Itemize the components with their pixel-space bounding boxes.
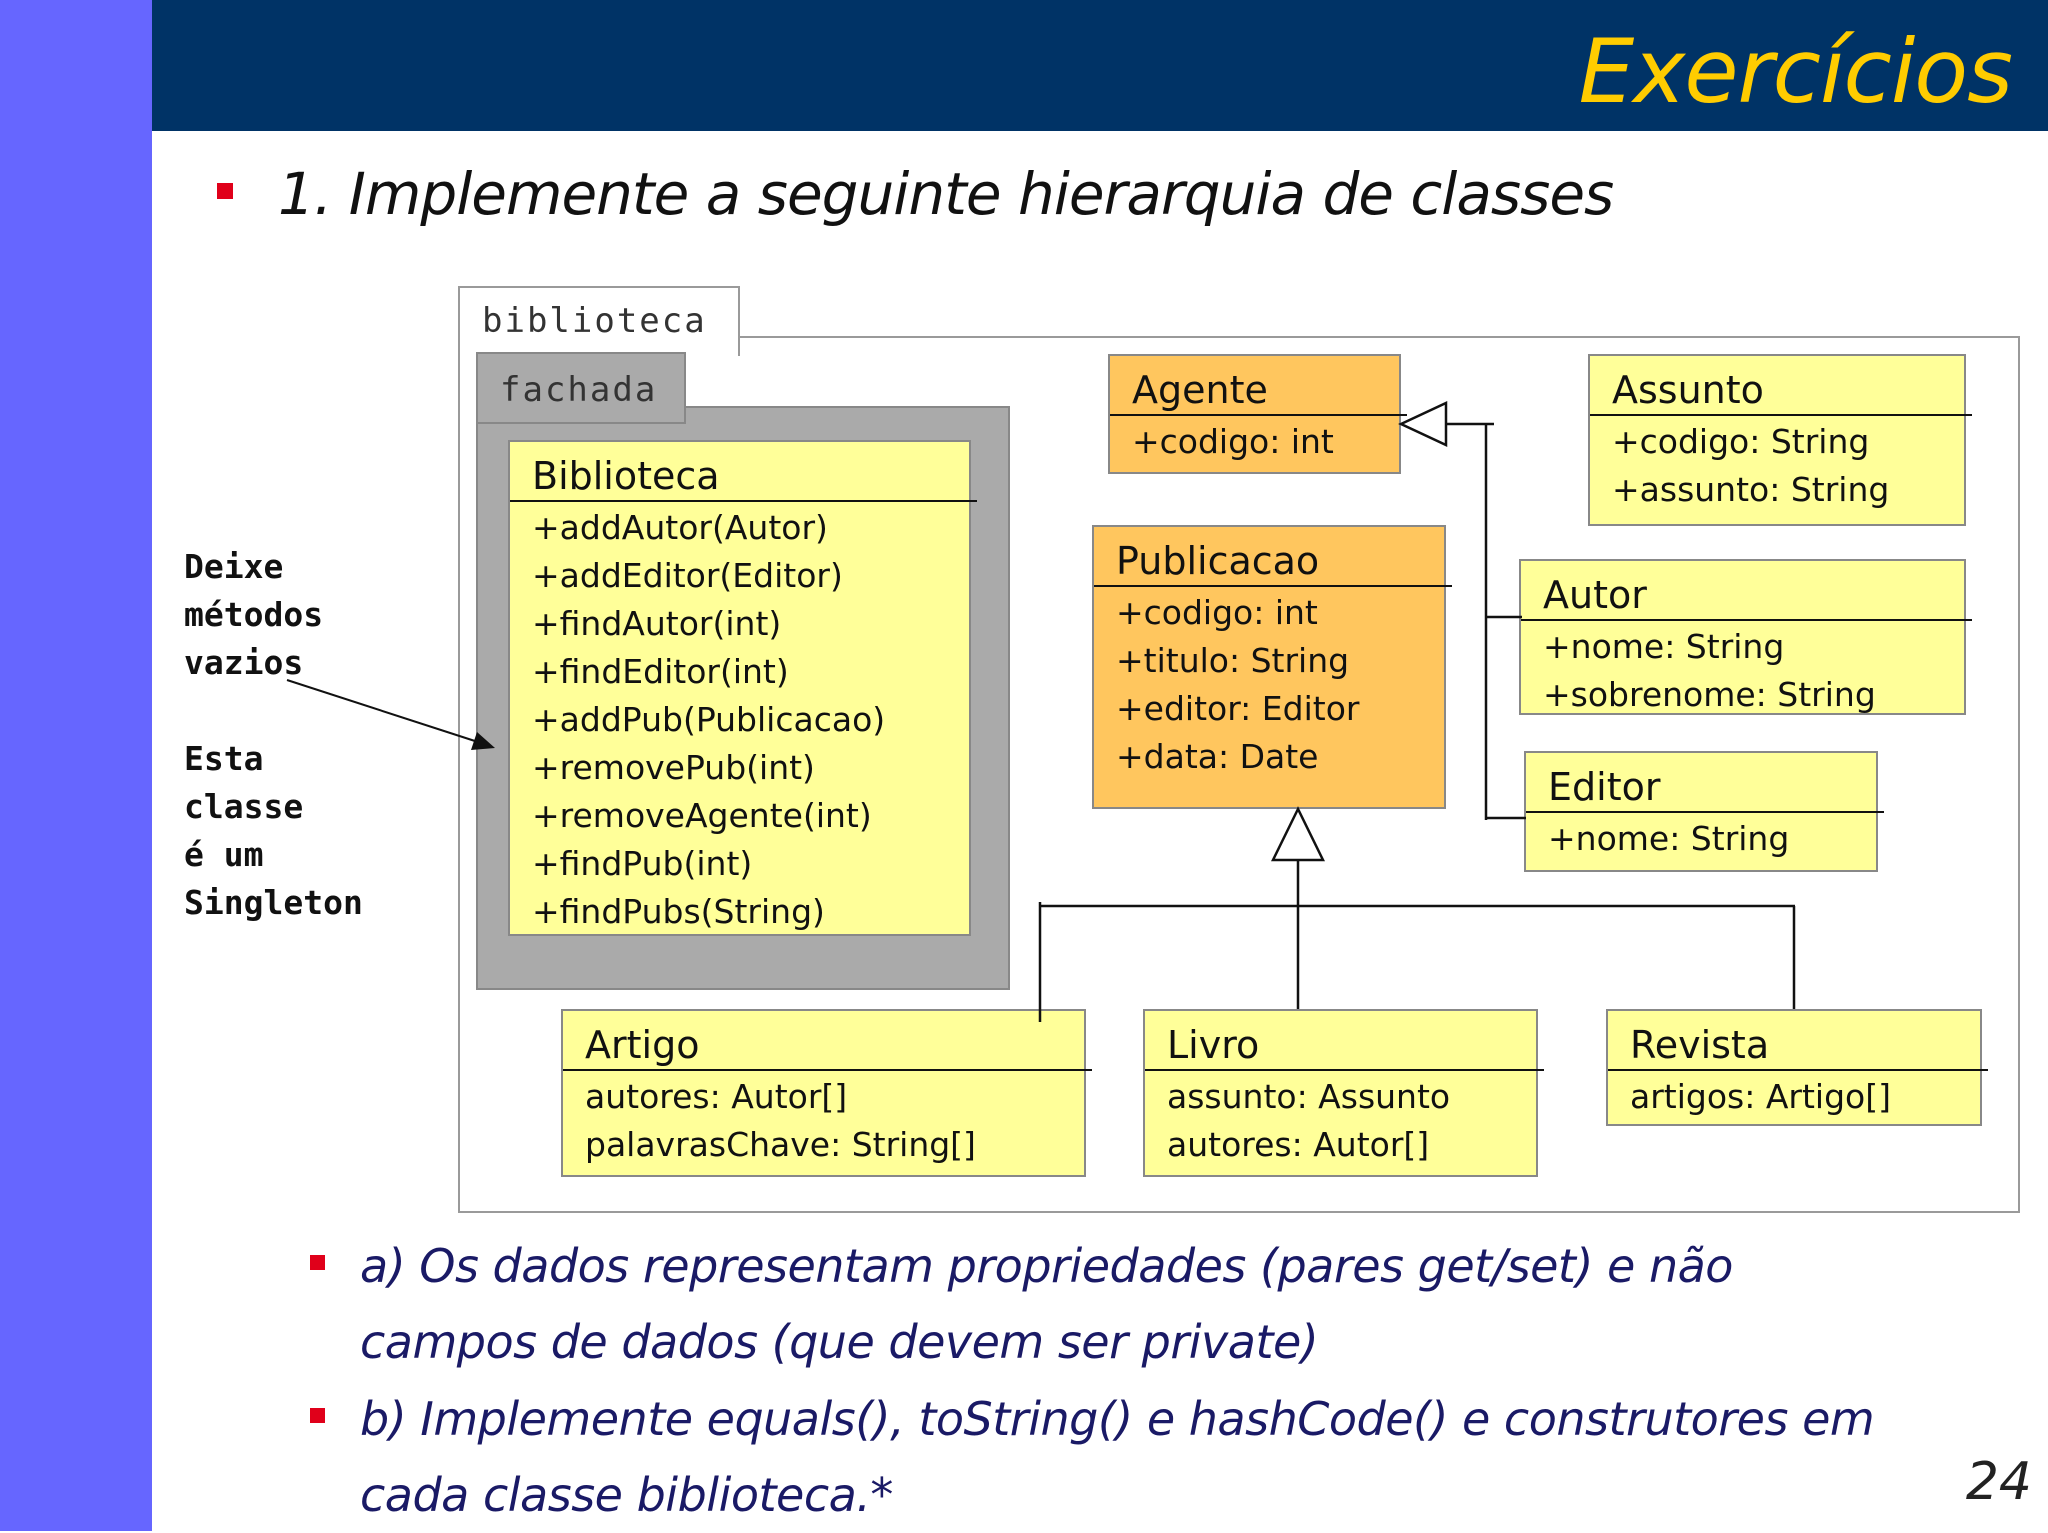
class-name: Livro: [1145, 1011, 1544, 1071]
method: +findPub(int): [532, 844, 753, 883]
method: +addPub(Publicacao): [532, 700, 886, 739]
note-line: Deixe: [184, 547, 284, 586]
class-name: Artigo: [563, 1011, 1092, 1071]
method: +addEditor(Editor): [532, 556, 843, 595]
attribute: +nome: String: [1548, 819, 1790, 858]
bullet-line: campos de dados (que devem ser private): [360, 1315, 1319, 1369]
method: +findEditor(int): [532, 652, 789, 691]
page-number: 24: [1965, 1452, 2032, 1512]
bullet-line: a) Os dados representam propriedades (pares get/set) e não: [360, 1239, 1733, 1293]
attribute: autores: Autor[]: [585, 1077, 848, 1116]
agente-inheritance-arrow-icon: [1401, 403, 1446, 445]
attribute: autores: Autor[]: [1167, 1125, 1430, 1164]
attribute: +editor: Editor: [1116, 689, 1360, 728]
note-line: Singleton: [184, 883, 363, 922]
note-line: classe: [184, 787, 304, 826]
slide-title: Exercícios: [1578, 20, 2012, 123]
attribute: +data: Date: [1116, 737, 1319, 776]
attribute: +codigo: int: [1116, 593, 1318, 632]
attribute: +assunto: String: [1612, 470, 1890, 509]
class-name: Assunto: [1590, 356, 1972, 416]
class-name: Agente: [1110, 356, 1407, 416]
attribute: artigos: Artigo[]: [1630, 1077, 1891, 1116]
attribute: palavrasChave: String[]: [585, 1125, 976, 1164]
publicacao-inheritance-arrow-icon: [1273, 809, 1323, 860]
note-line: Esta: [184, 739, 264, 778]
diagram-note: [184, 543, 363, 927]
attribute: +codigo: String: [1612, 422, 1870, 461]
method: +addAutor(Autor): [532, 508, 828, 547]
note-arrow-icon: [471, 732, 495, 750]
attribute: +nome: String: [1543, 627, 1785, 666]
class-name: Publicacao: [1094, 527, 1452, 587]
sub-bullet-a: [360, 1228, 1733, 1380]
note-line: é um: [184, 835, 264, 874]
bullet-icon: [310, 1408, 325, 1423]
class-name: Editor: [1526, 753, 1884, 813]
package-label: biblioteca: [458, 286, 740, 356]
attribute: assunto: Assunto: [1167, 1077, 1451, 1116]
note-line: vazios: [184, 643, 304, 682]
attribute: +sobrenome: String: [1543, 675, 1876, 714]
class-name: Revista: [1608, 1011, 1988, 1071]
class-name: Autor: [1521, 561, 1972, 621]
class-name: Biblioteca: [510, 442, 977, 502]
facade-label: fachada: [476, 352, 686, 424]
attribute: +codigo: int: [1132, 422, 1334, 461]
bullet-line: cada classe biblioteca.*: [360, 1468, 893, 1522]
note-line: [184, 687, 363, 735]
method: +findAutor(int): [532, 604, 782, 643]
bullet-icon: [310, 1255, 325, 1270]
bullet-line: b) Implemente equals(), toString() e hashCode() e construtores em: [360, 1392, 1875, 1446]
method: +removePub(int): [532, 748, 815, 787]
slide-heading: 1. Implemente a seguinte hierarquia de classes: [278, 160, 1614, 228]
method: +findPubs(String): [532, 892, 825, 931]
attribute: +titulo: String: [1116, 641, 1350, 680]
sub-bullet-b: [360, 1381, 1874, 1533]
note-line: métodos: [184, 595, 324, 634]
method: +removeAgente(int): [532, 796, 872, 835]
